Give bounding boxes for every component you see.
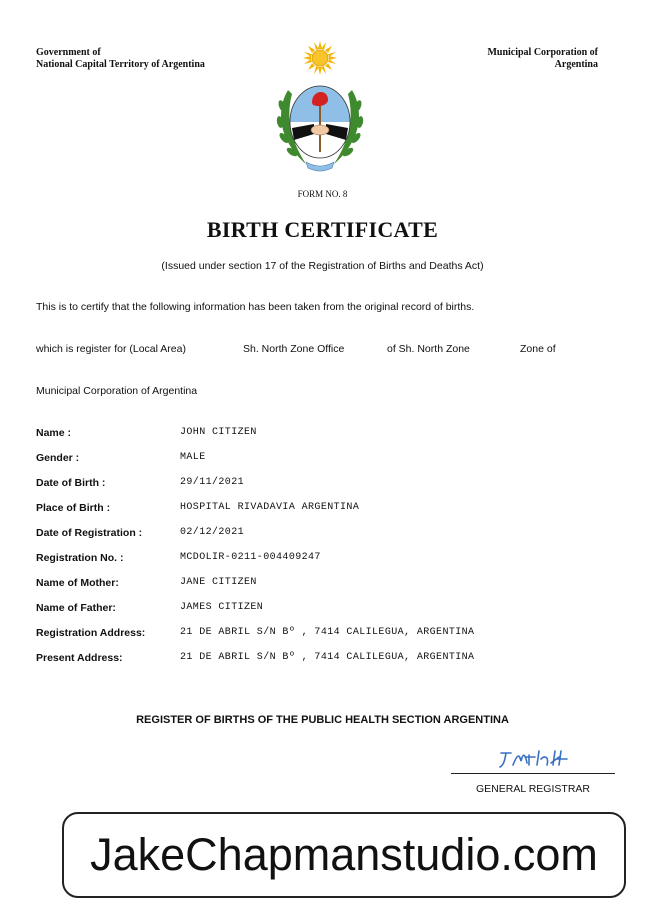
municipal-line-2: Argentina [554,59,598,70]
watermark-text: JakeChapmanstudio.com [90,829,598,880]
field-label-present-address: Present Address: [36,652,123,664]
field-value-registration-no: MCDOLIR-0211-004409247 [180,552,321,563]
field-value-name: JOHN CITIZEN [180,427,257,438]
issuer-government [36,47,205,71]
field-value-registration-address: 21 DE ABRIL S/N Bº , 7414 CALILEGUA, ARGENTINA [180,627,475,638]
field-value-present-address: 21 DE ABRIL S/N Bº , 7414 CALILEGUA, ARGENTINA [180,652,475,663]
field-value-date-of-registration: 02/12/2021 [180,527,245,538]
issuer-line-2: National Capital Territory of Argentina [36,59,205,70]
field-label-gender: Gender : [36,452,80,464]
field-label-registration-address: Registration Address: [36,627,146,639]
zone-office: Sh. North Zone Office [243,343,345,355]
field-label-place-of-birth: Place of Birth : [36,502,111,514]
document-subtitle: (Issued under section 17 of the Registration of Births and Deaths Act) [161,260,484,272]
municipal-corporation-line: Municipal Corporation of Argentina [36,385,198,397]
form-number: FORM NO. 8 [297,189,348,199]
municipal-line-1: Municipal Corporation of [487,47,598,58]
registrar-title: GENERAL REGISTRAR [476,783,590,795]
zone-of-label: Zone of [520,343,556,355]
watermark-banner [62,812,626,898]
issuer-line-1: Government of [36,47,101,58]
field-value-gender: MALE [180,452,206,463]
field-label-registration-no: Registration No. : [36,552,124,564]
field-label-name: Name : [36,427,72,439]
field-value-date-of-birth: 29/11/2021 [180,477,245,488]
field-label-name-of-father: Name of Father: [36,602,116,614]
document-title: BIRTH CERTIFICATE [206,217,439,242]
field-value-name-of-mother: JANE CITIZEN [180,577,257,588]
argentina-coat-of-arms-icon [270,40,370,180]
local-area-label: which is register for (Local Area) [36,343,186,355]
issuer-municipal [487,47,598,71]
registrar-signature [495,747,575,771]
field-label-date-of-registration: Date of Registration : [36,527,143,539]
field-label-date-of-birth: Date of Birth : [36,477,106,489]
field-label-name-of-mother: Name of Mother: [36,577,119,589]
field-value-place-of-birth: HOSPITAL RIVADAVIA ARGENTINA [180,502,360,513]
register-line: REGISTER OF BIRTHS OF THE PUBLIC HEALTH SECTION ARGENTINA [136,714,509,726]
signature-line [451,773,615,774]
field-value-name-of-father: JAMES CITIZEN [180,602,264,613]
certification-statement: This is to certify that the following information has been taken from the original record of births. [36,301,475,313]
zone-name: of Sh. North Zone [387,343,470,355]
